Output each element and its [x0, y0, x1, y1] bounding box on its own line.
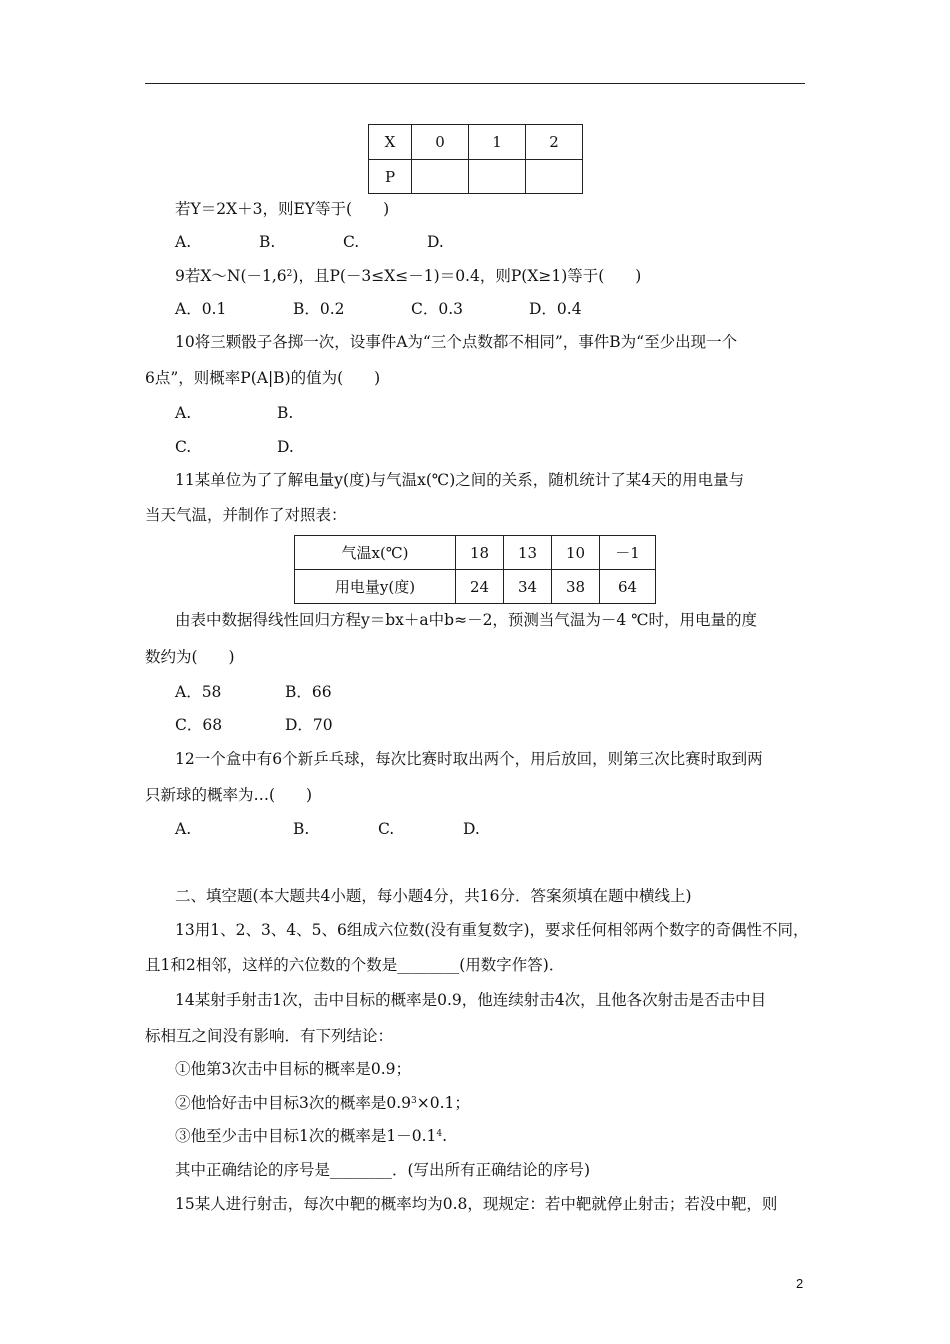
- item-text: ×0.1；: [416, 1094, 470, 1112]
- option-c: C．68: [175, 716, 223, 734]
- table-cell: －1: [600, 536, 656, 570]
- table-cell: 64: [600, 570, 656, 604]
- question-11-options-row-1: [175, 682, 332, 702]
- table-cell: 1: [469, 125, 526, 160]
- table-cell: 18: [456, 536, 504, 570]
- table-cell: 用电量y(度): [295, 570, 456, 604]
- question-13-line-1: 13用1、2、3、4、5、6组成六位数(没有重复数字)，要求任何相邻两个数字的奇偶性不同，: [175, 921, 809, 939]
- temperature-usage-table: [294, 535, 656, 604]
- option-c: C.: [343, 233, 360, 251]
- question-12-line-1: 12一个盒中有6个新乒乓球，每次比赛时取出两个，用后放回，则第三次比赛时取到两: [175, 750, 763, 768]
- table-cell: 34: [504, 570, 552, 604]
- table-cell: 24: [456, 570, 504, 604]
- option-d: D．70: [285, 716, 333, 734]
- distribution-table: [368, 124, 583, 194]
- table-cell: 38: [552, 570, 600, 604]
- table-cell: X: [369, 125, 412, 160]
- table-row: [295, 570, 656, 604]
- option-c: C.: [175, 438, 192, 456]
- question-8-stem: 若Y＝2X＋3，则EY等于( ): [175, 200, 390, 218]
- question-10-options-row-2: [175, 437, 294, 457]
- option-b: B．0.2: [293, 300, 345, 318]
- stem-text: 9若X～N(－1,6: [175, 267, 287, 285]
- option-a: A．0.1: [175, 300, 227, 318]
- question-14-line-2: 标相互之间没有影响．有下列结论：: [145, 1027, 394, 1045]
- table-cell: 10: [552, 536, 600, 570]
- question-11-line-1: 11某单位为了了解电量y(度)与气温x(℃)之间的关系，随机统计了某4天的用电量与: [175, 471, 745, 489]
- exponent: 3: [411, 1096, 417, 1106]
- question-13-line-2: 且1和2相邻，这样的六位数的个数是________(用数字作答)．: [145, 956, 565, 974]
- table-cell: [526, 160, 583, 194]
- option-d: D.: [463, 820, 480, 838]
- question-12-line-2: 只新球的概率为…( ): [145, 786, 313, 804]
- table-row: [295, 536, 656, 570]
- question-12-options: [175, 819, 480, 839]
- option-b: B.: [277, 404, 294, 422]
- option-b: B．66: [285, 683, 332, 701]
- page-number: 2: [796, 1276, 804, 1291]
- question-14-line-1: 14某射手射击1次，击中目标的概率是0.9，他连续射击4次，且他各次射击是否击中目: [175, 991, 767, 1009]
- item-text: ②他恰好击中目标3次的概率是0.9: [175, 1094, 412, 1112]
- table-cell: [469, 160, 526, 194]
- question-11-line-3: 由表中数据得线性回归方程y＝bx＋a中b≈－2，预测当气温为－4 ℃时，用电量的度: [175, 611, 758, 629]
- conclusion-item-2: [175, 1093, 470, 1113]
- option-b: B.: [293, 820, 310, 838]
- option-c: C.: [378, 820, 395, 838]
- table-row: [369, 160, 583, 194]
- table-cell: 气温x(℃): [295, 536, 456, 570]
- question-9-stem: [175, 266, 641, 286]
- option-b: B.: [259, 233, 276, 251]
- table-row: [369, 125, 583, 160]
- item-text: .: [442, 1127, 448, 1145]
- conclusion-item-3: [175, 1126, 447, 1146]
- exponent: 4: [436, 1129, 443, 1139]
- question-8-options: [175, 232, 444, 252]
- question-9-options: [175, 299, 582, 319]
- question-14-conclusion: 其中正确结论的序号是________．(写出所有正确结论的序号): [175, 1161, 591, 1179]
- option-a: A.: [175, 820, 192, 838]
- option-d: D.: [277, 438, 294, 456]
- item-text: ③他至少击中目标1次的概率是1－0.1: [175, 1127, 437, 1145]
- stem-text: )，且P(－3≤X≤－1)＝0.4，则P(X≥1)等于( ): [292, 267, 642, 285]
- question-11-line-4: 数约为( ): [145, 648, 235, 666]
- table-cell: P: [369, 160, 412, 194]
- table-cell: 13: [504, 536, 552, 570]
- exponent: 2: [286, 269, 293, 279]
- table-cell: [412, 160, 469, 194]
- question-10-options-row-1: [175, 403, 293, 423]
- table-cell: 0: [412, 125, 469, 160]
- question-10-line-2: 6点”，则概率P(A|B)的值为( ): [145, 369, 381, 387]
- question-11-options-row-2: [175, 715, 333, 735]
- question-11-line-2: 当天气温，并制作了对照表：: [145, 506, 347, 524]
- option-a: A.: [175, 404, 192, 422]
- section-heading: 二、填空题(本大题共4小题，每小题4分，共16分．答案须填在题中横线上): [175, 887, 692, 905]
- option-d: D．0.4: [529, 300, 582, 318]
- header-rule: [145, 83, 805, 84]
- question-10-line-1: 10将三颗骰子各掷一次，设事件A为“三个点数都不相同”，事件B为“至少出现一个: [175, 333, 738, 351]
- option-d: D.: [427, 233, 444, 251]
- table-cell: 2: [526, 125, 583, 160]
- option-a: A．58: [175, 683, 222, 701]
- conclusion-item-1: ①他第3次击中目标的概率是0.9；: [175, 1060, 412, 1078]
- option-c: C．0.3: [411, 300, 464, 318]
- question-15-line-1: 15某人进行射击，每次中靶的概率均为0.8，现规定：若中靶就停止射击；若没中靶，则: [175, 1195, 778, 1213]
- option-a: A.: [175, 233, 192, 251]
